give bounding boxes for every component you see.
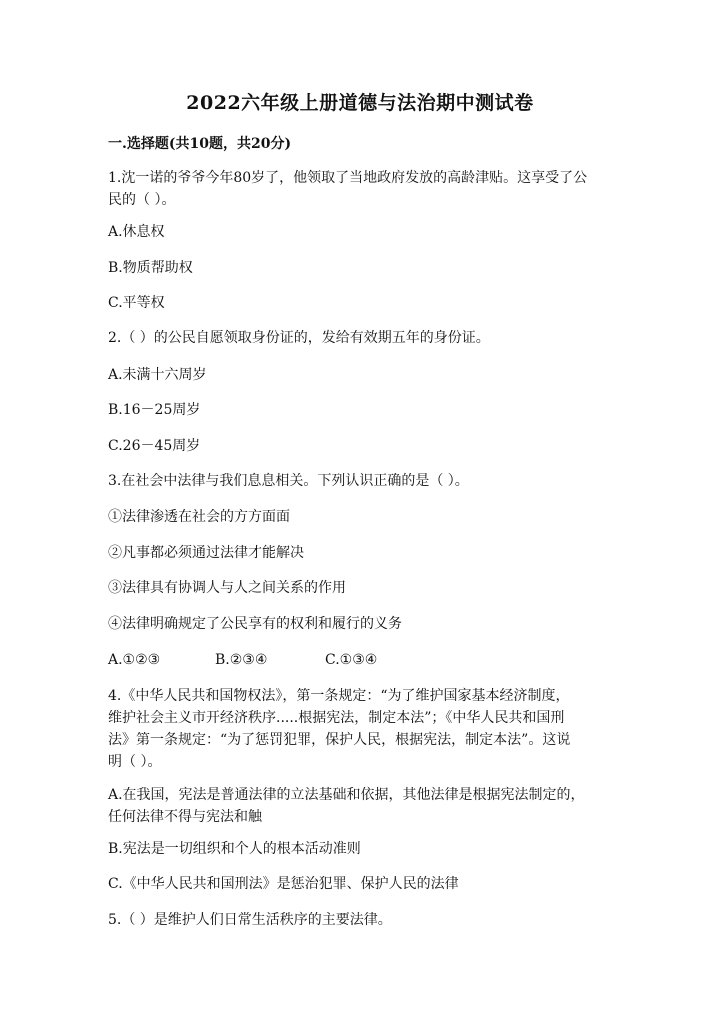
section-heading: 一.选择题(共10题，共20分) — [108, 136, 292, 152]
question-4-stem-line-1: 4.《中华人民共和国物权法》，第一条规定：“为了维护国家基本经济制度， — [108, 688, 570, 704]
question-3-statement-1: ①法律渗透在社会的方方面面 — [108, 509, 290, 525]
question-2-option-b: B.16－25周岁 — [108, 402, 201, 418]
question-5-stem: 5.（ ）是维护人们日常生活秩序的主要法律。 — [108, 912, 392, 928]
question-1-stem-line-1: 1.沈一诺的爷爷今年80岁了，他领取了当地政府发放的高龄津贴。这享受了公 — [108, 170, 588, 186]
question-3-stem: 3.在社会中法律与我们息息相关。下列认识正确的是（ ）。 — [108, 473, 469, 489]
question-4-option-a-line-2: 任何法律不得与宪法和触 — [108, 809, 262, 825]
question-3-statement-4: ④法律明确规定了公民享有的权利和履行的义务 — [108, 616, 402, 632]
question-4-stem-line-3: 法》第一条规定：“为了惩罚犯罪，保护人民，根据宪法，制定本法”。这说 — [108, 732, 571, 748]
question-1-stem-line-2: 民的（ ）。 — [108, 192, 176, 208]
question-1-option-c: C.平等权 — [108, 295, 165, 311]
question-4-option-a-line-1: A.在我国，宪法是普通法律的立法基础和依据，其他法律是根据宪法制定的， — [108, 787, 585, 803]
question-4-stem-line-4: 明（ ）。 — [108, 754, 162, 770]
page-title: 2022六年级上册道德与法治期中测试卷 — [186, 92, 534, 114]
question-2-option-c: C.26－45周岁 — [108, 438, 201, 454]
question-3-option-b: B.②③④ — [215, 652, 268, 668]
question-2-option-a: A.未满十六周岁 — [108, 367, 207, 383]
question-3-options — [108, 649, 377, 672]
question-4-option-c: C.《中华人民共和国刑法》是惩治犯罪、保护人民的法律 — [108, 876, 459, 892]
question-1-option-b: B.物质帮助权 — [108, 260, 193, 276]
question-3-statement-2: ②凡事都必须通过法律才能解决 — [108, 545, 304, 561]
question-2-stem: 2.（ ）的公民自愿领取身份证的，发给有效期五年的身份证。 — [108, 330, 490, 346]
question-3-option-c: C.①③④ — [325, 652, 378, 668]
question-3-option-a: A.①②③ — [108, 652, 161, 668]
question-3-statement-3: ③法律具有协调人与人之间关系的作用 — [108, 580, 346, 596]
question-4-stem-line-2: 维护社会主义市开经济秩序.....根据宪法，制定本法”；《中华人民共和国刑 — [108, 710, 565, 726]
question-4-option-b: B.宪法是一切组织和个人的根本活动准则 — [108, 841, 361, 857]
question-1-option-a: A.休息权 — [108, 224, 165, 240]
